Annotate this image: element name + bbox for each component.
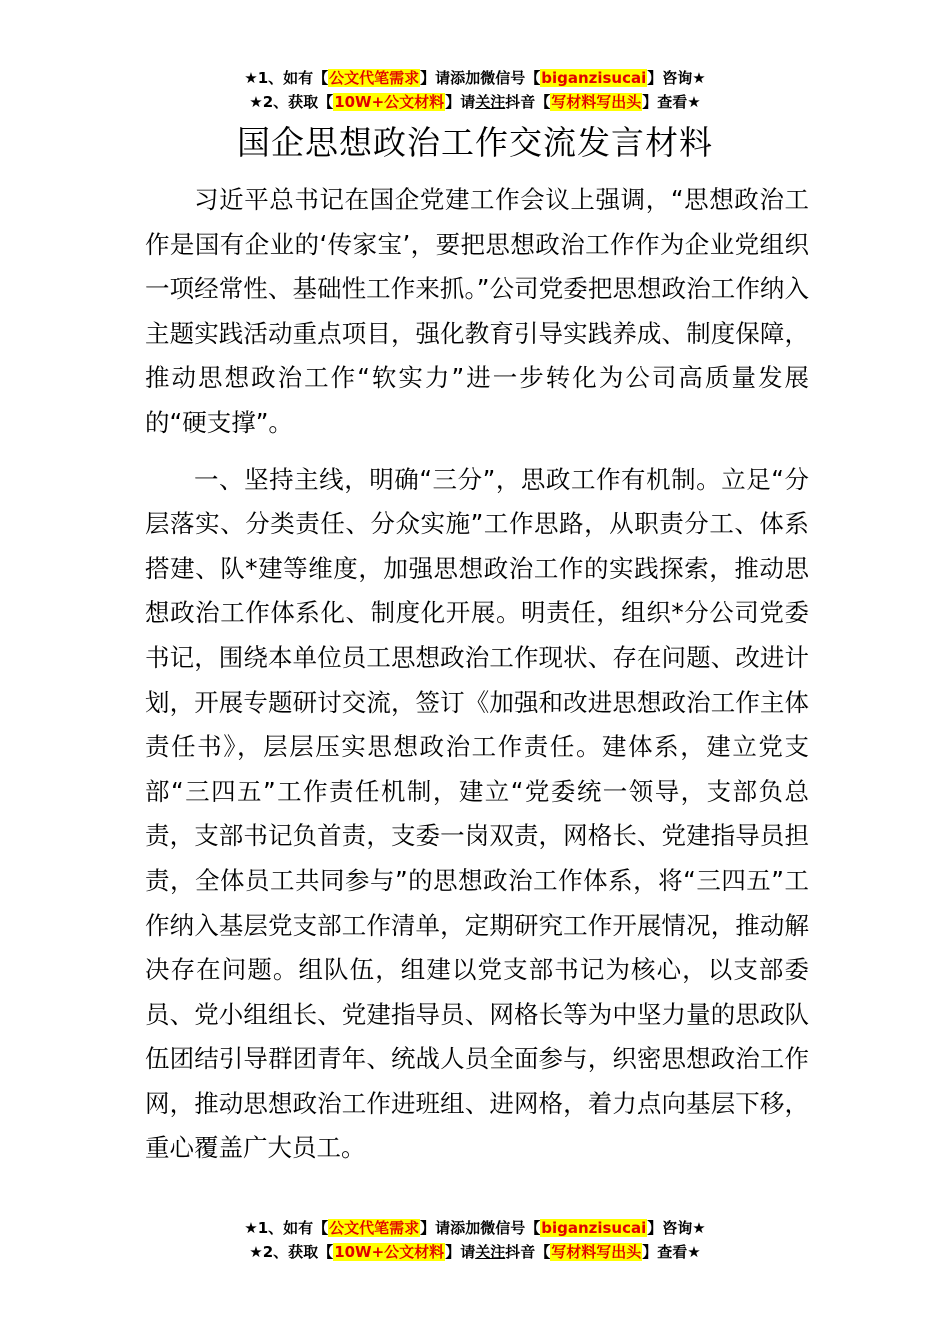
banner-highlight: 写材料写出头 bbox=[551, 93, 642, 111]
paragraph-intro: 习近平总书记在国企党建工作会议上强调，“思想政治工作是国有企业的‘传家宝’，要把思想政治工作作为企业党组织一项经常性、基础性工作来抓。”公司党委把思想政治工作纳入主题实践活动重点项目，强化教育引导实践养成、制度保障，推动思想政治工作“软实力”进一步转化为公司高质量发展的“硬支撑”。 bbox=[145, 185, 809, 437]
banner-text: 】请添 bbox=[420, 1219, 466, 1237]
banner-highlight: 10W+公文材料 bbox=[334, 1243, 445, 1261]
banner-text: 】请 bbox=[445, 1243, 476, 1261]
banner-highlight: 写材料写出头 bbox=[551, 1243, 642, 1261]
banner-underlined: 关注 bbox=[475, 1243, 506, 1261]
banner-text: 微信号【 bbox=[480, 69, 541, 87]
banner-text: ★1、如有【 bbox=[244, 69, 329, 87]
banner-text: 】请添 bbox=[420, 69, 466, 87]
banner-text: 加 bbox=[465, 1219, 481, 1237]
banner-text: 加 bbox=[465, 69, 481, 87]
banner-text: 】请 bbox=[445, 93, 476, 111]
banner-highlight: biganzisucai bbox=[541, 1219, 647, 1237]
banner-text: 抖音【 bbox=[505, 1243, 551, 1261]
banner-line-1 bbox=[0, 66, 950, 90]
banner-text: ★2、获取【 bbox=[249, 1243, 334, 1261]
paragraph-section-one: 一、坚持主线，明确“三分”，思政工作有机制。立足“分层落实、分类责任、分众实施”工作思路，从职责分工、体系搭建、队*建等维度，加强思想政治工作的实践探索，推动思想政治工作体系化、制度化开展。明责任，组织*分公司党委书记，围绕本单位员工思想政治工作现状、存在问题、改进计划，开展专题研讨交流，签订《加强和改进思想政治工作主体责任书》，层层压实思想政治工作责任。建体系，建立党支部“三四五”工作责任机制，建立“党委统一领导，支部负总责，支部书记负首责，支委一岗双责，网格长、党建指导员担责，全体员工共同参与”的思想政治工作体系，将“三四五”工作纳入基层党支部工作清单，定期研究工作开展情况，推动解决存在问题。组队伍，组建以党支部书记为核心，以支部委员、党小组组长、党建指导员、网格长等为中坚力量的思政队伍团结引导群团青年、统战人员全面参与，织密思想政治工作网，推动思想政治工作进班组、进网格，着力点向基层下移，重心覆盖广大员工。 bbox=[145, 464, 809, 1163]
banner-highlight: 10W+公文材料 bbox=[334, 93, 445, 111]
banner-line-1 bbox=[0, 1216, 950, 1240]
document-title: 国企思想政治工作交流发言材料 bbox=[237, 123, 713, 162]
banner-text: ★2、获取【 bbox=[249, 93, 334, 111]
banner-line-2 bbox=[0, 1240, 950, 1264]
banner-highlight: biganzisucai bbox=[541, 69, 647, 87]
banner-line-2 bbox=[0, 90, 950, 114]
top-banner bbox=[0, 66, 950, 114]
banner-text: 】咨询★ bbox=[647, 1219, 706, 1237]
banner-underlined: 关注 bbox=[475, 93, 506, 111]
document-body bbox=[145, 178, 809, 1171]
banner-text: 】查看★ bbox=[642, 1243, 701, 1261]
banner-highlight: 公文代笔需求 bbox=[329, 1219, 420, 1237]
banner-text: 】咨询★ bbox=[647, 69, 706, 87]
banner-highlight: 公文代笔需求 bbox=[329, 69, 420, 87]
banner-text: 】查看★ bbox=[642, 93, 701, 111]
banner-text: ★1、如有【 bbox=[244, 1219, 329, 1237]
bottom-banner bbox=[0, 1216, 950, 1264]
banner-text: 抖音【 bbox=[505, 93, 551, 111]
banner-text: 微信号【 bbox=[480, 1219, 541, 1237]
